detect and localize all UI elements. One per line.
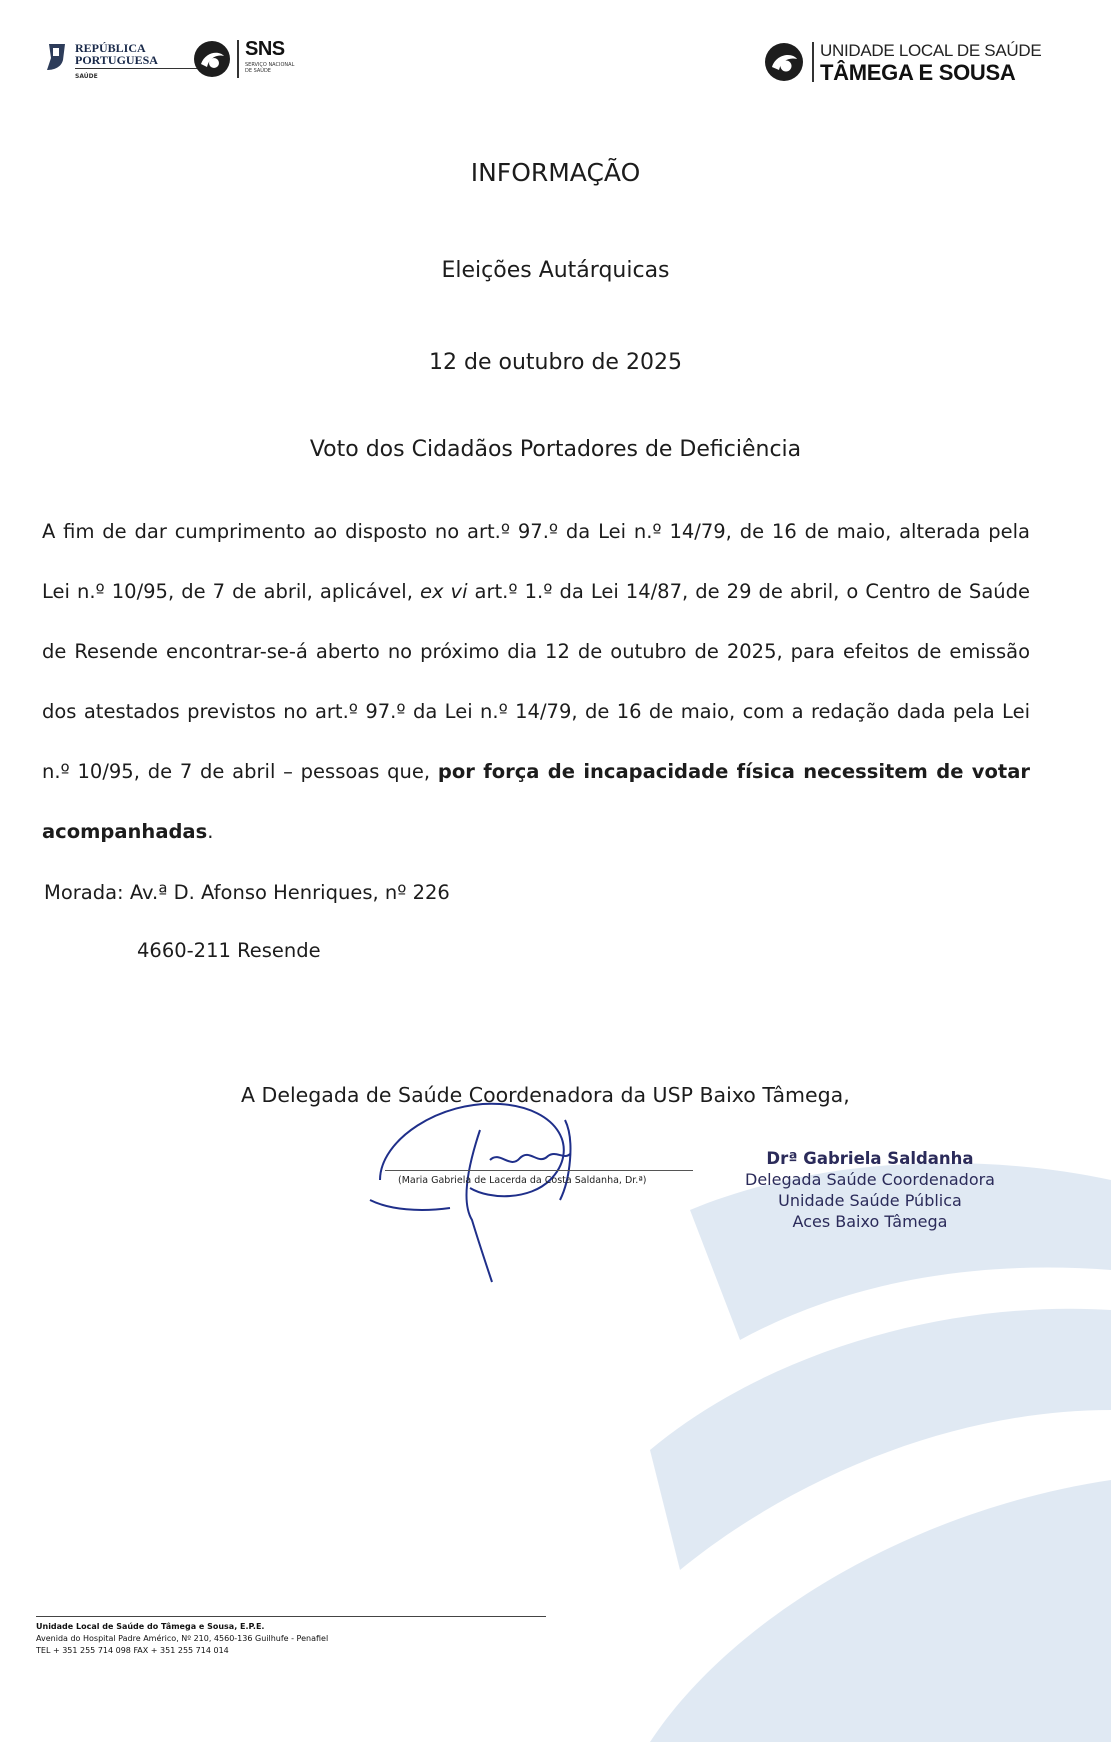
ulstes-logo bbox=[764, 38, 1064, 86]
sns-title: SNS bbox=[245, 38, 285, 60]
ex-vi-italic: ex vi bbox=[419, 580, 468, 603]
signature-caption: (Maria Gabriela de Lacerda da Costa Saldanha, Dr.ª) bbox=[398, 1175, 647, 1186]
ulstes-line1: UNIDADE LOCAL DE SAÚDE bbox=[820, 41, 1042, 60]
sns-logo bbox=[193, 38, 313, 82]
address-line-1: Morada: Av.ª D. Afonso Henriques, nº 226 bbox=[44, 881, 450, 904]
document-title: INFORMAÇÃO bbox=[470, 158, 641, 187]
republica-emblem-icon bbox=[45, 42, 67, 72]
ulstes-line2: TÂMEGA E SOUSA bbox=[820, 60, 1016, 85]
body-line-3: de Resende encontrar-se-á aberto no próximo dia 12 de outubro de 2025, para efeitos de emissão bbox=[42, 640, 1030, 663]
subject-heading: Voto dos Cidadãos Portadores de Deficiência bbox=[309, 437, 802, 462]
handwritten-signature bbox=[360, 1100, 700, 1290]
logo-rule bbox=[75, 68, 200, 69]
body-line-2: Lei n.º 10/95, de 7 de abril, aplicável, ex vi art.º 1.º da Lei 14/87, de 29 de abril, o Centro de Saúde bbox=[42, 580, 1030, 603]
stamp-line-2: Delegada Saúde Coordenadora bbox=[745, 1170, 995, 1189]
footer-rule bbox=[36, 1616, 546, 1617]
republica-text: REPÚBLICA PORTUGUESA bbox=[75, 41, 158, 67]
address-line-2: 4660-211 Resende bbox=[137, 939, 321, 962]
event-heading: Eleições Autárquicas bbox=[441, 258, 670, 283]
stamp-line-3: Unidade Saúde Pública bbox=[778, 1191, 962, 1210]
footer-line-1: Unidade Local de Saúde do Tâmega e Sousa, E.P.E. bbox=[36, 1622, 265, 1631]
sns-subtitle: SERVIÇO NACIONAL DE SAÚDE bbox=[245, 62, 295, 74]
signatory-stamp bbox=[735, 1148, 1005, 1232]
stamp-line-4: Aces Baixo Tâmega bbox=[792, 1212, 948, 1231]
emphasis-text: por força de incapacidade física necessitem de votar bbox=[437, 760, 1030, 783]
body-line-6: acompanhadas. bbox=[42, 820, 214, 843]
logo-sub: SAÚDE bbox=[75, 73, 98, 80]
footer bbox=[36, 1621, 328, 1657]
signatory-role: A Delegada de Saúde Coordenadora da USP Baixo Tâmega, bbox=[241, 1083, 850, 1107]
watermark-graphic bbox=[650, 1150, 1111, 1742]
body-line-4: dos atestados previstos no art.º 97.º da Lei n.º 14/79, de 16 de maio, com a redação dada pela Lei bbox=[42, 700, 1030, 723]
ulstes-divider bbox=[812, 42, 814, 82]
stamp-name: Drª Gabriela Saldanha bbox=[766, 1149, 974, 1168]
ulstes-emblem-icon bbox=[764, 42, 804, 82]
body-line-5: n.º 10/95, de 7 de abril – pessoas que, por força de incapacidade física necessitem de votar bbox=[42, 760, 1030, 783]
signature-line bbox=[385, 1170, 693, 1171]
footer-line-2: Avenida do Hospital Padre Américo, Nº 210, 4560-136 Guilhufe - Penafiel bbox=[36, 1634, 329, 1643]
sns-emblem-icon bbox=[193, 40, 231, 78]
body-line-1: A fim de dar cumprimento ao disposto no art.º 97.º da Lei n.º 14/79, de 16 de maio, alterada pela bbox=[42, 520, 1030, 543]
republica-portuguesa-logo bbox=[45, 38, 175, 86]
date-heading: 12 de outubro de 2025 bbox=[429, 350, 682, 375]
sns-divider bbox=[237, 40, 239, 78]
footer-line-3: TEL + 351 255 714 098 FAX + 351 255 714 014 bbox=[36, 1646, 229, 1655]
